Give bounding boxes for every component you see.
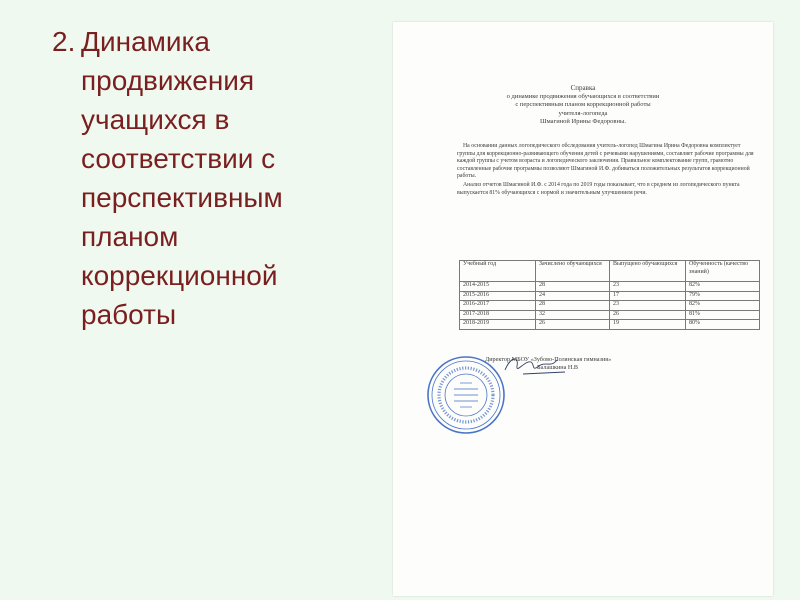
table-cell: 26: [536, 320, 610, 330]
title-line: планом: [81, 221, 179, 252]
table-cell: 82%: [686, 282, 760, 292]
document-subject: учителя-логопеда: [558, 109, 608, 117]
table-cell: 81%: [686, 310, 760, 320]
title-line: продвижения: [81, 65, 255, 96]
title-line: перспективным: [81, 182, 283, 213]
scanned-document: [393, 22, 773, 596]
table-row: [460, 301, 760, 311]
table-cell: 82%: [686, 301, 760, 311]
document-body: [457, 143, 755, 198]
signatory-name: Балашкина Н.В: [537, 364, 579, 371]
table-cell: 2018-2019: [460, 320, 536, 330]
table-cell: 23: [610, 282, 686, 292]
table-cell: 19: [610, 320, 686, 330]
table-row: [460, 320, 760, 330]
document-paragraph: На основании данных логопедического обследования учитель-логопед Шмагина Ирина Федоровна комплектует группы для коррекционно-развивающего обучения детей с речевыми нарушениями, составляет рабочие программы для каждой группы с учетом возраста и логопедического заключения. Правильное комплектование групп, грамотно составленные рабочие программы позволяют Шмагиной И.Ф. добиваться положительных результатов коррекционной работы.: [457, 143, 754, 180]
table-cell: 2014-2015: [460, 282, 536, 292]
title-line: Динамика: [81, 26, 210, 57]
slide-title: [52, 22, 352, 334]
results-table: [459, 260, 760, 330]
table-cell: 32: [536, 310, 610, 320]
document-paragraph: Анализ отчетов Шмагиной И.Ф. с 2014 года по 2019 годы показывает, что в среднем из логопедического пункта выпускается 81% обучающихся с нормой и значительным улучшением речи.: [457, 181, 740, 196]
table-cell: 24: [536, 291, 610, 301]
title-line: соответствии с: [81, 143, 276, 174]
table-header-row: [460, 261, 760, 282]
document-subject: с перспективным планом коррекционной работы: [515, 101, 651, 108]
title-text: [81, 22, 352, 334]
document-heading: [393, 84, 773, 127]
document-subject: о динамике продвижения обучающихся в соответствии: [506, 92, 660, 100]
table-cell: 79%: [686, 291, 760, 301]
table-cell: 2015-2016: [460, 291, 536, 301]
table-cell: 23: [610, 301, 686, 311]
slide-number: 2.: [52, 26, 76, 57]
title-line: коррекционной: [81, 260, 278, 291]
document-person: Шмагиной Ирины Федоровны.: [540, 118, 626, 125]
column-header: Учебный год: [460, 261, 536, 282]
table-cell: 17: [610, 291, 686, 301]
table-cell: 28: [536, 301, 610, 311]
signature-block: [485, 356, 611, 372]
table-cell: 28: [536, 282, 610, 292]
signatory-role: Директор МБОУ «Зубово-Полянская гимназия»: [485, 356, 612, 363]
column-header: Выпущено обучающихся: [610, 261, 686, 282]
column-header: Обученность (качество знаний): [686, 261, 760, 282]
table-cell: 26: [610, 310, 686, 320]
title-line: работы: [81, 299, 177, 330]
table-cell: 80%: [686, 320, 760, 330]
table-row: [460, 291, 760, 301]
table-cell: 2017-2018: [460, 310, 536, 320]
table-cell: 2016-2017: [460, 301, 536, 311]
column-header: Зачислено обучающихся: [536, 261, 610, 282]
document-type: Справка: [570, 84, 596, 92]
title-line: учащихся в: [81, 104, 230, 135]
table-row: [460, 310, 760, 320]
table-row: [460, 282, 760, 292]
